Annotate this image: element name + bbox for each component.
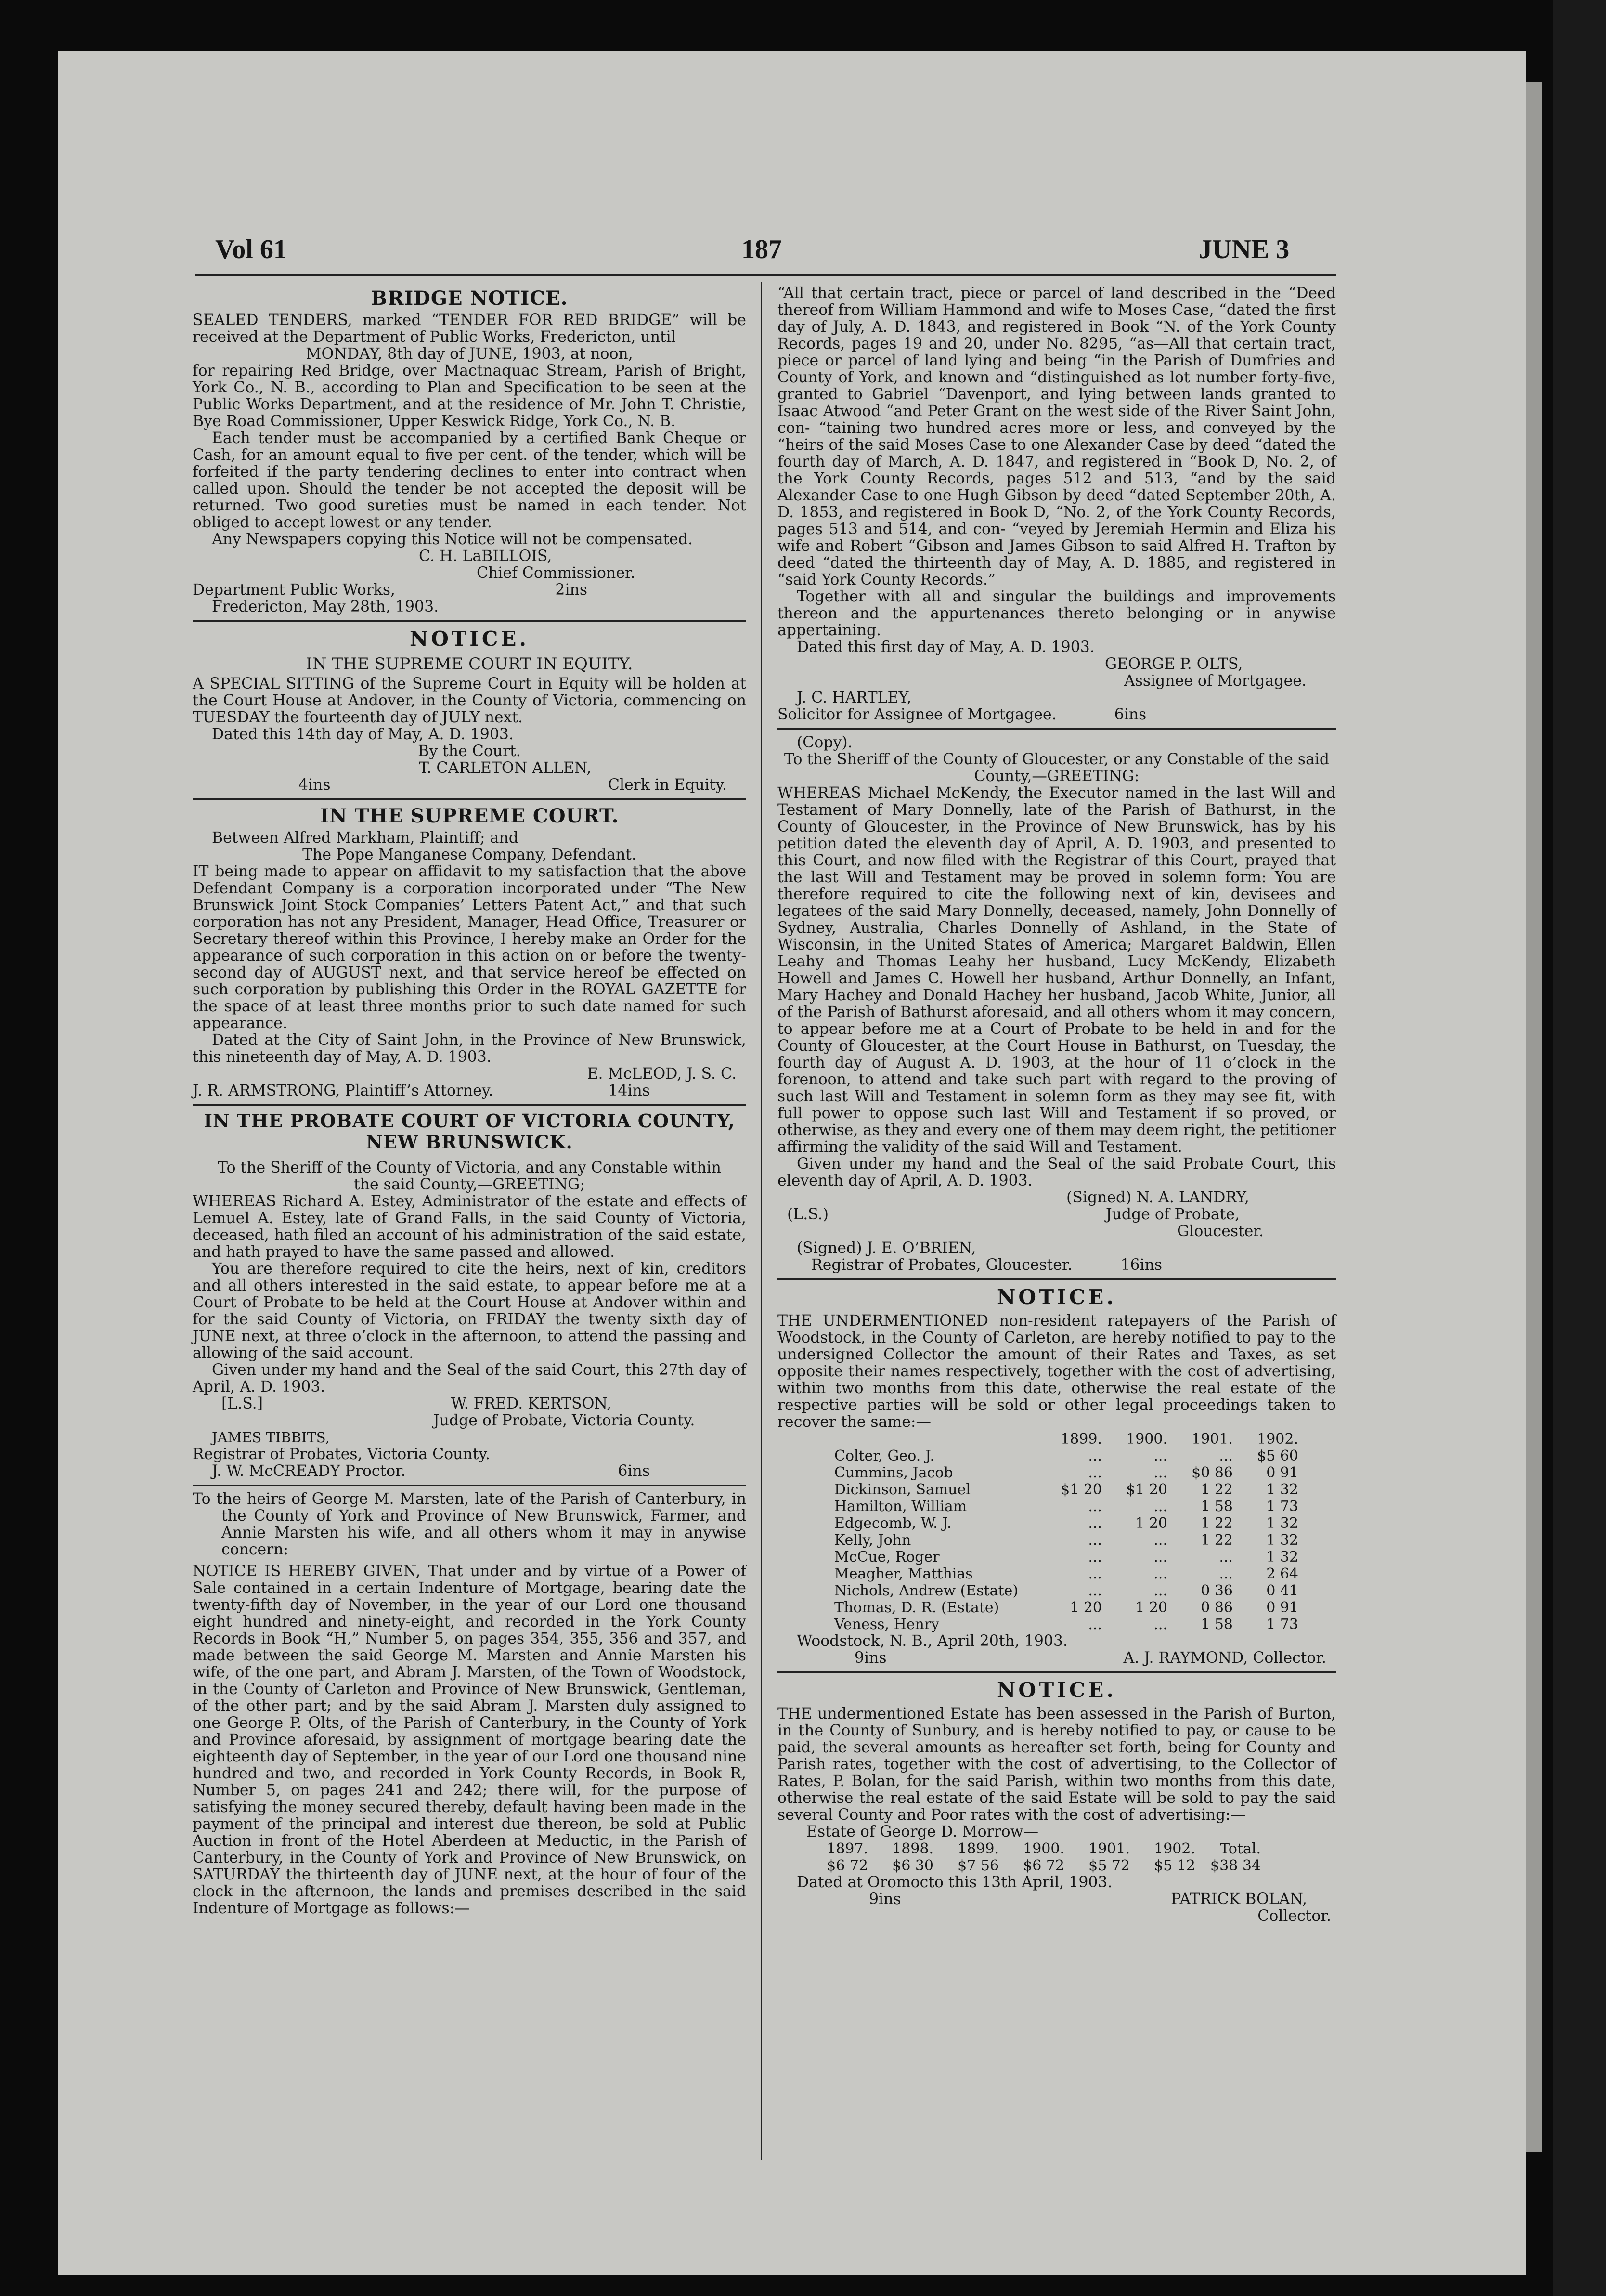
mortgage-notice-address: To the heirs of George M. Marsten, late of the Parish of Canterbury, in the County of York and Province of New Brunswick, Farmer, and Annie Marsten his wife, and all others whom it may in anywise concern: bbox=[193, 1490, 746, 1558]
equity-notice-signature-title: Clerk in Equity. bbox=[608, 776, 727, 794]
woodstock-notice-collector: A. J. RAYMOND, Collector. bbox=[1123, 1649, 1326, 1667]
ratepayer-name: Colter, Geo. J. bbox=[834, 1448, 935, 1464]
woodstock-notice-body: THE UNDERMENTIONED non-resident ratepayers of the Parish of Woodstock, in the County of Carleton, are hereby notified to pay to the undersigned Collector the amount of their Rates and Taxes, as set opposite their names respectively, together with the cost of advertising, within two months from this date, otherwise the real estate of the respective parties will be sold or other legal proceedings taken to recover the same:— bbox=[777, 1312, 1336, 1431]
probate-gloucester-insertions: 16ins bbox=[1120, 1256, 1163, 1274]
probate-victoria-title: IN THE PROBATE COURT OF VICTORIA COUNTY, NEW BRUNSWICK. bbox=[204, 1110, 735, 1153]
rate-cell: ... bbox=[1088, 1582, 1102, 1599]
rate-cell: $5 72 bbox=[1088, 1857, 1130, 1874]
probate-gloucester-address: To the Sheriff of the County of Gloucester, or any Constable of the said County,—GREETING: bbox=[784, 751, 1330, 785]
right-column bbox=[777, 285, 1336, 1925]
burton-notice-signature-title: Collector. bbox=[1257, 1907, 1331, 1925]
bridge-notice-signature: C. H. LaBILLOIS, bbox=[419, 548, 552, 565]
probate-victoria-seal: [L.S.] bbox=[221, 1395, 263, 1412]
rate-cell: 1 22 bbox=[1201, 1532, 1233, 1549]
probate-gloucester-copy: (Copy). bbox=[797, 734, 853, 751]
rate-cell: ... bbox=[1088, 1549, 1102, 1565]
probate-victoria-insertions: 6ins bbox=[618, 1462, 650, 1480]
rate-cell: 1 20 bbox=[1070, 1599, 1102, 1616]
section-rule bbox=[193, 798, 746, 800]
bridge-notice-insertions: 2ins bbox=[555, 581, 587, 599]
probate-victoria-address: To the Sheriff of the County of Victoria, and any Constable within the said County,—GREETING; bbox=[218, 1159, 721, 1193]
section-rule bbox=[777, 728, 1336, 730]
rate-cell: ... bbox=[1153, 1498, 1167, 1515]
rate-cell: ... bbox=[1153, 1549, 1167, 1565]
rate-cell: ... bbox=[1219, 1549, 1233, 1565]
table-row bbox=[830, 1448, 1302, 1464]
rate-cell: 1 32 bbox=[1266, 1549, 1298, 1565]
rate-cell: ... bbox=[1153, 1565, 1167, 1582]
ratepayer-name: Meagher, Matthias bbox=[834, 1565, 973, 1582]
year-header: 1897. bbox=[827, 1840, 868, 1857]
bridge-notice-place-date: Fredericton, May 28th, 1903. bbox=[212, 598, 439, 615]
volume-number: Vol 61 bbox=[215, 235, 287, 264]
rate-cell: 1 22 bbox=[1201, 1515, 1233, 1532]
bridge-notice-department: Department Public Works, bbox=[193, 581, 396, 599]
section-rule bbox=[777, 1278, 1336, 1280]
probate-gloucester-landry-county: Gloucester. bbox=[1177, 1223, 1264, 1240]
rate-cell: 1 32 bbox=[1266, 1481, 1298, 1498]
table-header-row bbox=[830, 1431, 1302, 1448]
rate-cell: 1 73 bbox=[1266, 1498, 1298, 1515]
rate-cell: ... bbox=[1088, 1464, 1102, 1481]
supreme-court-defendant: The Pope Manganese Company, Defendant. bbox=[302, 846, 636, 863]
bridge-notice-terms: Each tender must be accompanied by a certified Bank Cheque or Cash, for an amount equal to five per cent. of the tender, which will be forfeited if the party tendering declines to enter into contract when called upon. Should the tender be not accepted the deposit will be returned. Two good sureties must be named in each tender. Not obliged to accept lowest or any tender. bbox=[193, 430, 746, 531]
bridge-notice-date: MONDAY, 8th day of JUNE, 1903, at noon, bbox=[306, 345, 633, 363]
year-header: 1899. bbox=[1061, 1431, 1102, 1448]
probate-victoria-proctor: J. W. McCREADY Proctor. bbox=[212, 1462, 406, 1480]
probate-gloucester-landry: (Signed) N. A. LANDRY, bbox=[1066, 1189, 1249, 1206]
probate-gloucester-seal: (L.S.) bbox=[787, 1206, 829, 1223]
year-header: 1902. bbox=[1257, 1431, 1298, 1448]
rate-cell: 1 20 bbox=[1135, 1515, 1167, 1532]
woodstock-notice-dated: Woodstock, N. B., April 20th, 1903. bbox=[797, 1632, 1068, 1650]
section-rule bbox=[777, 1671, 1336, 1673]
rate-cell: ... bbox=[1153, 1582, 1167, 1599]
table-row bbox=[830, 1515, 1302, 1532]
section-rule bbox=[193, 620, 746, 622]
rate-cell: 1 32 bbox=[1266, 1515, 1298, 1532]
ratepayer-name: Hamilton, William bbox=[834, 1498, 967, 1515]
supreme-court-order-body: IT being made to appear on affidavit to my satisfaction that the above Defendant Company is a corporation incorporated under “The New Brunswick Joint Stock Companies’ Letters Patent Act,” and that such corporation has not any President, Manager, Head Office, Treasurer or Secretary thereof within this Province, I hereby make an Order for the appearance of such corporation in this action on or before the twenty-second day of AUGUST next, and that service hereof be effected on such corporation by publishing this Order in the ROYAL GAZETTE for the space of at least three months prior to such date named for such appearance. bbox=[193, 863, 746, 1032]
woodstock-notice bbox=[777, 1285, 1336, 1667]
rate-cell: 0 86 bbox=[1201, 1599, 1233, 1616]
bridge-notice-newspapers: Any Newspapers copying this Notice will not be compensated. bbox=[212, 531, 693, 548]
rate-cell: ... bbox=[1088, 1532, 1102, 1549]
table-row bbox=[830, 1464, 1302, 1481]
equity-notice-court: IN THE SUPREME COURT IN EQUITY. bbox=[306, 654, 633, 674]
rate-cell: ... bbox=[1153, 1616, 1167, 1633]
woodstock-notice-insertions: 9ins bbox=[855, 1649, 887, 1667]
table-row bbox=[806, 1857, 1265, 1874]
probate-gloucester bbox=[777, 734, 1336, 1274]
ratepayer-name: Cummins, Jacob bbox=[834, 1464, 953, 1481]
mortgage-solicitor: J. C. HARTLEY, bbox=[797, 689, 912, 706]
burton-notice-dated: Dated at Oromocto this 13th April, 1903. bbox=[797, 1874, 1113, 1891]
mortgage-notice-body: NOTICE IS HEREBY GIVEN, That under and by virtue of a Power of Sale contained in a certain Indenture of Mortgage, bearing date the twenty-fifth day of November, in the year of our Lord one thousand eight hundred and ninety-eight, and recorded in the York County Records in Book “H,” Number 5, on pages 354, 355, 356 and 357, and made between the said George M. Marsten and Annie Marsten his wife, of the one part, and Abram J. Marsten, of the Town of Woodstock, in the County of Carleton and Province of New Brunswick, Gentleman, of the other part; and by the said Abram J. Marsten duly assigned to one George P. Olts, of the Parish of Canterbury, in the County of York and Province aforesaid, by assignment of mortgage bearing date the eighteenth day of September, in the year of our Lord one thousand nine hundred and two, and recorded in York County Records, in Book R, Number 5, on pages 241 and 242; there will, for the purpose of satisfying the money secured thereby, default having been made in the payment of the principal and interest due thereon, be sold at Public Auction in front of the Hotel Aberdeen at Meductic, in the Parish of Canterbury, in the County of York and Province of New Brunswick, on SATURDAY the thirteenth day of JUNE next, at the hour of four of the clock in the afternoon, the lands and premises described in the said Indenture of Mortgage as follows:— bbox=[193, 1563, 746, 1917]
ratepayer-name: McCue, Roger bbox=[834, 1549, 940, 1565]
ratepayer-name: Dickinson, Samuel bbox=[834, 1481, 971, 1498]
probate-gloucester-body: WHEREAS Michael McKendy, the Executor named in the last Will and Testament of Mary Donnelly, late of the Parish of Bathurst, in the County of Gloucester, in the Province of New Brunswick, has by his petition dated the eleventh day of April, A. D. 1903, and presented to this Court, and now filed with the Registrar of this Court, prayed that the last Will and Testament may be proved in solemn form: You are therefore required to cite the following next of kin, devisees and legatees of the said Mary Donnelly, deceased, namely, John Donnelly of Sydney, Australia, Charles Donnelly of Ashland, in the State of Wisconsin, in the United States of America; Margaret Baldwin, Ellen Leahy and Thomas Leahy her husband, Lucy McKendy, Elizabeth Howell and James C. Howell her husband, Arthur Donnelly, an Infant, Mary Hachey and Donald Hachey her husband, Jacob White, Junior, all of the Parish of Bathurst aforesaid, and all others whom it may concern, to appear before me at a Court of Probate to be held in and for the County of Gloucester, at the Court House in Bathurst, on Tuesday, the fourth day of August A. D. 1903, at the hour of 11 o’clock in the forenoon, to attend and take such part with regard to the proving of such last Will and Testament in solemn form as they may see fit, with full power to oppose such last Will and Testament if so proved, or otherwise, as they and every one of them may deem right, the petitioner affirming the validity of the said Will and Testament. bbox=[777, 784, 1336, 1156]
year-header: 1901. bbox=[1088, 1840, 1130, 1857]
supreme-court-order bbox=[193, 805, 746, 1099]
equity-notice bbox=[193, 626, 746, 794]
probate-victoria-given: Given under my hand and the Seal of the said Court, this 27th day of April, A. D. 1903. bbox=[193, 1361, 746, 1396]
rate-cell: 0 91 bbox=[1266, 1599, 1298, 1616]
year-header: 1900. bbox=[1023, 1840, 1064, 1857]
rate-cell: ... bbox=[1219, 1565, 1233, 1582]
probate-gloucester-landry-title: Judge of Probate, bbox=[1105, 1206, 1240, 1223]
year-header: 1901. bbox=[1192, 1431, 1233, 1448]
total-cell: $38 34 bbox=[1210, 1857, 1261, 1874]
bridge-notice-intro: SEALED TENDERS, marked “TENDER FOR RED BRIDGE” will be received at the Department of Public Works, Fredericton, until bbox=[193, 312, 746, 346]
scan-edge bbox=[1553, 0, 1606, 2296]
column-divider bbox=[761, 282, 762, 2160]
issue-date: JUNE 3 bbox=[1199, 235, 1290, 264]
equity-notice-signature: T. CARLETON ALLEN, bbox=[419, 759, 592, 777]
ratepayer-name: Kelly, John bbox=[834, 1532, 911, 1549]
left-column bbox=[193, 285, 746, 1917]
rate-cell: ... bbox=[1153, 1448, 1167, 1464]
probate-gloucester-given: Given under my hand and the Seal of the said Probate Court, this eleventh day of April, A. D. 1903. bbox=[777, 1155, 1336, 1189]
mortgage-appurtenances: Together with all and singular the buildings and improvements thereon and the appurtenances thereto belonging or in anywise appertaining. bbox=[777, 588, 1336, 639]
mortgage-insertions: 6ins bbox=[1114, 706, 1147, 723]
rate-cell: 1 20 bbox=[1135, 1599, 1167, 1616]
probate-victoria-registrar: JAMES TIBBITS, bbox=[212, 1429, 330, 1446]
table-row bbox=[830, 1582, 1302, 1599]
page-number: 187 bbox=[741, 235, 782, 264]
ratepayer-name: Veness, Henry bbox=[834, 1616, 940, 1633]
mortgage-land-description: “All that certain tract, piece or parcel of land described in the “Deed thereof from William Hammond and wife to Moses Case, “dated the first day of July, A. D. 1843, and registered in Book “N. of the York County Records, pages 19 and 20, under No. 8295, “as—All that certain tract, piece or parcel of land lying and being “in the Parish of Dumfries and County of York, and known and “distinguished as lot number forty-five, granted to Gabriel “Davenport, and lying between lands granted to Isaac Atwood “and Peter Grant on the west side of the River Saint John, con- “taining two hundred acres more or less, and conveyed by the “heirs of the said Moses Case to one Alexander Case by deed “dated the fourth day of March, A. D. 1847, and registered in “Book D, No. 2, of the York County Records, pages 512 and 513, “and by the said Alexander Case to one Hugh Gibson by deed “dated September 20th, A. D. 1853, and registered in Book D, “No. 2, of the York County Records, pages 513 and 514, and con- “veyed by Jeremiah Hermin and Eliza his wife and Robert “Gibson and James Gibson to said Alfred H. Trafton by deed “dated the thirteenth day of May, A. D. 1885, and registered in “said York County Records.” bbox=[777, 285, 1336, 588]
mortgage-signature-title: Assignee of Mortgagee. bbox=[1124, 672, 1307, 690]
table-row bbox=[830, 1549, 1302, 1565]
rate-cell: ... bbox=[1088, 1515, 1102, 1532]
burton-notice-title: NOTICE. bbox=[997, 1678, 1116, 1702]
table-row bbox=[830, 1532, 1302, 1549]
rate-cell: $6 72 bbox=[1023, 1857, 1064, 1874]
header-rule bbox=[195, 274, 1336, 276]
probate-victoria-whereas: WHEREAS Richard A. Estey, Administrator of the estate and effects of Lemuel A. Estey, late of Grand Falls, in the said County of Victoria, deceased, hath filed an account of his administration of the said estate, and hath prayed to have the same passed and allowed. bbox=[193, 1193, 746, 1261]
equity-notice-title: NOTICE. bbox=[410, 627, 529, 651]
burton-notice-body: THE undermentioned Estate has been assessed in the Parish of Burton, in the County of Sunbury, and is hereby notified to pay, or cause to be paid, the several amounts as hereafter set forth, being for County and Parish rates, together with the cost of advertising, to the Collector of Rates, P. Bolan, for the said Parish, within two months from this date, otherwise the real estate of the said Estate will be sold to pay the said several County and Poor rates with the cost of advertising:— bbox=[777, 1705, 1336, 1824]
rate-cell: $7 56 bbox=[958, 1857, 999, 1874]
total-header: Total. bbox=[1220, 1840, 1261, 1857]
equity-notice-by-court: By the Court. bbox=[418, 743, 521, 760]
rate-cell: 2 64 bbox=[1266, 1565, 1298, 1582]
bridge-notice-body: for repairing Red Bridge, over Mactnaquac Stream, Parish of Bright, York Co., N. B., according to Plan and Specification to be seen at the Public Works Department, and at the residence of Mr. John T. Christie, Bye Road Commissioner, Upper Keswick Ridge, York Co., N. B. bbox=[193, 362, 746, 430]
section-rule bbox=[193, 1485, 746, 1486]
supreme-court-title: IN THE SUPREME COURT. bbox=[320, 805, 619, 827]
probate-gloucester-registrar: Registrar of Probates, Gloucester. bbox=[811, 1256, 1073, 1274]
supreme-court-plaintiff: Between Alfred Markham, Plaintiff; and bbox=[212, 829, 518, 847]
equity-notice-dated: Dated this 14th day of May, A. D. 1903. bbox=[212, 726, 514, 743]
rate-cell: $0 86 bbox=[1192, 1464, 1233, 1481]
ratepayer-name: Thomas, D. R. (Estate) bbox=[834, 1599, 999, 1616]
rate-cell: 1 32 bbox=[1266, 1532, 1298, 1549]
probate-victoria bbox=[193, 1110, 746, 1480]
rate-cell: $6 72 bbox=[827, 1857, 868, 1874]
year-header: 1899. bbox=[958, 1840, 999, 1857]
year-header: 1898. bbox=[892, 1840, 933, 1857]
rate-cell: ... bbox=[1153, 1532, 1167, 1549]
burton-notice-insertions: 9ins bbox=[869, 1891, 901, 1908]
bridge-notice bbox=[193, 287, 746, 615]
equity-notice-body: A SPECIAL SITTING of the Supreme Court in Equity will be holden at the Court House at Andover, in the County of Victoria, commencing on TUESDAY the fourteenth day of JULY next. bbox=[193, 675, 746, 726]
rate-cell: ... bbox=[1088, 1498, 1102, 1515]
table-row bbox=[830, 1481, 1302, 1498]
ratepayer-name: Edgecomb, W. J. bbox=[834, 1515, 952, 1532]
rate-cell: ... bbox=[1088, 1448, 1102, 1464]
mortgage-dated: Dated this first day of May, A. D. 1903. bbox=[797, 639, 1095, 656]
table-row bbox=[830, 1565, 1302, 1582]
rate-cell: 0 91 bbox=[1266, 1464, 1298, 1481]
probate-victoria-signature-title: Judge of Probate, Victoria County. bbox=[433, 1412, 695, 1429]
table-header-row bbox=[806, 1840, 1265, 1857]
rate-cell: 1 73 bbox=[1266, 1616, 1298, 1633]
supreme-court-attorney: J. R. ARMSTRONG, Plaintiff’s Attorney. bbox=[193, 1082, 493, 1099]
rate-cell: $5 60 bbox=[1257, 1448, 1298, 1464]
probate-gloucester-obrien: (Signed) J. E. O’BRIEN, bbox=[797, 1239, 976, 1257]
probate-victoria-citation: You are therefore required to cite the heirs, next of kin, creditors and all others interested in the said estate, to appear before me at a Court of Probate to be held at the Court House at Andover within and for the said County of Victoria, on FRIDAY the twenty sixth day of JUNE next, at three o’clock in the afternoon, to attend the passing and allowing of the said account. bbox=[193, 1260, 746, 1362]
equity-notice-insertions: 4ins bbox=[298, 776, 331, 794]
probate-victoria-signature: W. FRED. KERTSON, bbox=[451, 1395, 611, 1412]
probate-victoria-registrar-title: Registrar of Probates, Victoria County. bbox=[193, 1446, 491, 1463]
section-rule bbox=[193, 1104, 746, 1106]
rate-cell: ... bbox=[1088, 1616, 1102, 1633]
bridge-notice-title: BRIDGE NOTICE. bbox=[371, 287, 568, 310]
burton-notice-signature: PATRICK BOLAN, bbox=[1171, 1891, 1307, 1908]
rate-cell: ... bbox=[1153, 1464, 1167, 1481]
rate-cell: $6 30 bbox=[892, 1857, 933, 1874]
rate-cell: ... bbox=[1219, 1448, 1233, 1464]
rate-cell: ... bbox=[1088, 1565, 1102, 1582]
mortgage-signature: GEORGE P. OLTS, bbox=[1105, 655, 1243, 673]
table-row bbox=[830, 1616, 1302, 1633]
burton-notice bbox=[777, 1678, 1336, 1925]
rate-cell: $5 12 bbox=[1154, 1857, 1195, 1874]
bridge-notice-signature-title: Chief Commissioner. bbox=[477, 564, 635, 582]
year-header: 1900. bbox=[1126, 1431, 1167, 1448]
rate-cell: $1 20 bbox=[1126, 1481, 1167, 1498]
burton-notice-estate: Estate of George D. Morrow— bbox=[806, 1823, 1039, 1840]
woodstock-notice-title: NOTICE. bbox=[997, 1285, 1116, 1309]
mortgage-solicitor-title: Solicitor for Assignee of Mortgagee. bbox=[777, 706, 1057, 723]
rate-cell: 1 58 bbox=[1201, 1616, 1233, 1633]
supreme-court-dated: Dated at the City of Saint John, in the Province of New Brunswick, this nineteenth day of May, A. D. 1903. bbox=[193, 1031, 746, 1066]
burton-rates-table bbox=[806, 1840, 1265, 1874]
year-header: 1902. bbox=[1154, 1840, 1195, 1857]
mortgage-notice-continued bbox=[777, 285, 1336, 723]
rate-cell: 1 58 bbox=[1201, 1498, 1233, 1515]
supreme-court-signature: E. McLEOD, J. S. C. bbox=[587, 1065, 737, 1083]
rate-cell: 0 41 bbox=[1266, 1582, 1298, 1599]
ratepayer-name: Nichols, Andrew (Estate) bbox=[834, 1582, 1019, 1599]
rate-cell: $1 20 bbox=[1061, 1481, 1102, 1498]
table-row bbox=[830, 1599, 1302, 1616]
woodstock-rates-table bbox=[830, 1431, 1302, 1633]
table-row bbox=[830, 1498, 1302, 1515]
rate-cell: 0 36 bbox=[1201, 1582, 1233, 1599]
page-binding-strip bbox=[1526, 82, 1542, 2152]
mortgage-notice bbox=[193, 1491, 746, 1917]
supreme-court-insertions: 14ins bbox=[608, 1082, 650, 1099]
rate-cell: 1 22 bbox=[1201, 1481, 1233, 1498]
